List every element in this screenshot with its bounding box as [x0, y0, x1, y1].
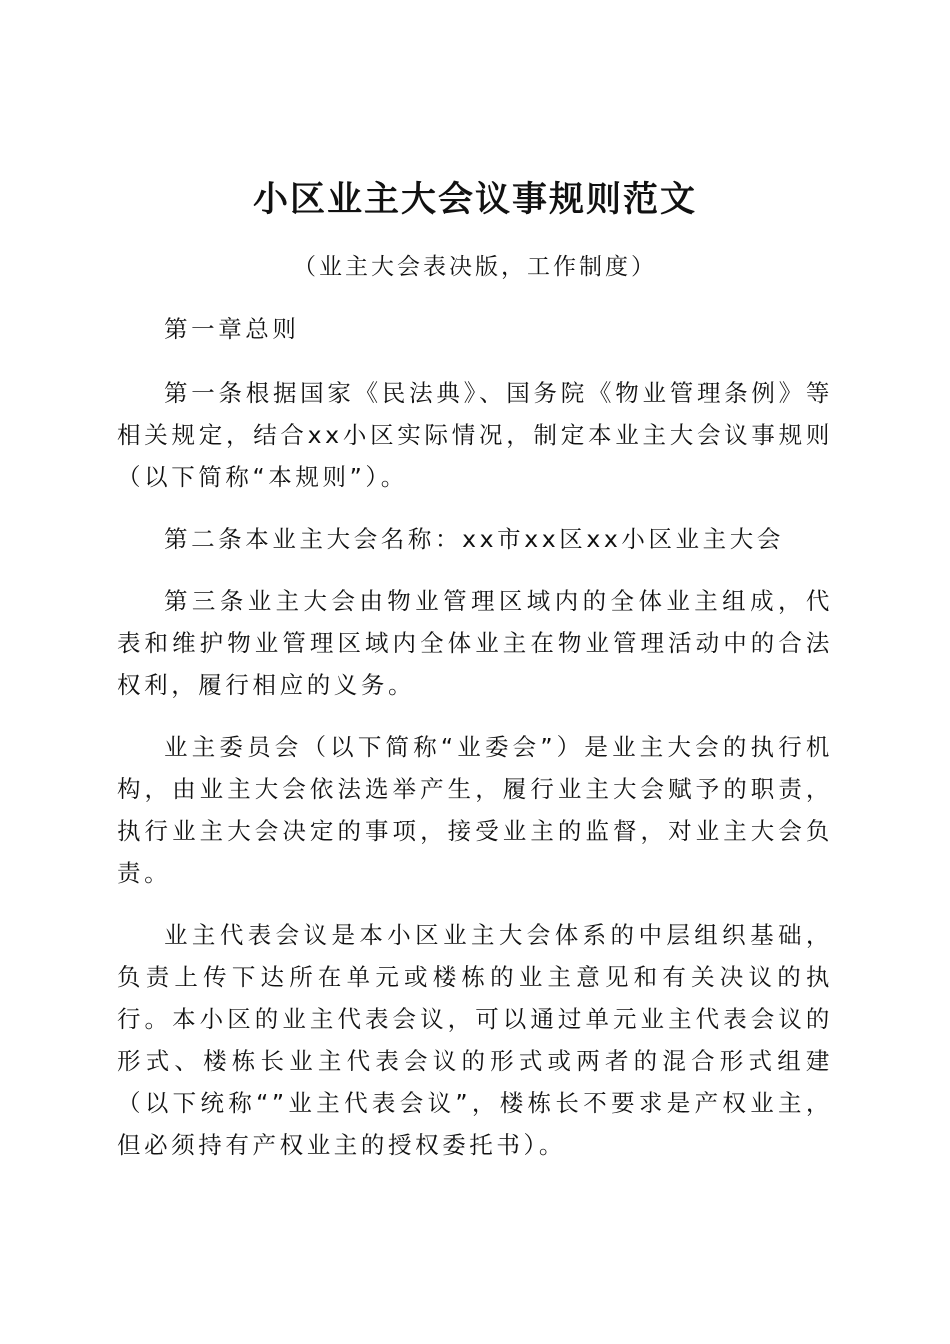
- chapter-heading: 第一章总则: [164, 315, 300, 343]
- paragraph-representatives: 业主代表会议是本小区业主大会体系的中层组织基础，负责上传下达所在单元或楼栋的业主意见和有关决议的执行。本小区的业主代表会议，可以通过单元业主代表会议的形式、楼栋长业主代表会议的形式或两者的混合形式组建（以下统称“”业主代表会议”，楼栋长不要求是产权业主，但必须持有产权业主的授权委托书）。: [117, 921, 833, 1159]
- paragraph-article-1: 第一条根据国家《民法典》、国务院《物业管理条例》等相关规定，结合xx小区实际情况，制定本业主大会议事规则（以下简称“本规则”）。: [117, 379, 833, 491]
- document-body: [117, 308, 833, 1186]
- document-subtitle: （业主大会表决版，工作制度）: [293, 254, 657, 280]
- paragraph-article-2: 第二条本业主大会名称：xx市xx区xx小区业主大会: [164, 525, 784, 553]
- paragraph-committee: 业主委员会（以下简称“业委会”）是业主大会的执行机构，由业主大会依法选举产生，履行业主大会赋予的职责，执行业主大会决定的事项，接受业主的监督，对业主大会负责。: [117, 733, 833, 887]
- document-title: 小区业主大会议事规则范文: [252, 179, 697, 220]
- paragraph-article-3: 第三条业主大会由物业管理区域内的全体业主组成，代表和维护物业管理区域内全体业主在物业管理活动中的合法权利，履行相应的义务。: [117, 587, 833, 699]
